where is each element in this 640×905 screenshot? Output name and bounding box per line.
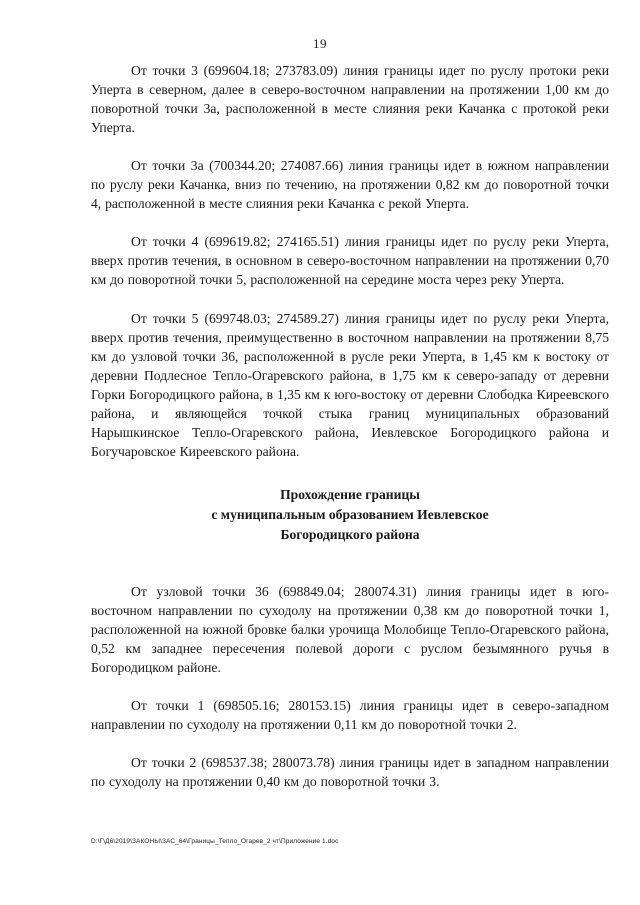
section-heading-line-3: Богородицкого района xyxy=(280,527,420,542)
paragraph-point-5: От точки 5 (699748.03; 274589.27) линия границы идет по руслу реки Уперта, вверх против течения, преимущественно в восточном направлении на протяжении 8,75 км до узловой точки 36, расположенной в русле реки Уперта, в 1,45 км к востоку от деревни Подлесное Тепло-Огаревского района, в 1,75 км к северо-западу от деревни Горки Богородицкого района, в 1,35 км к юго-востоку от деревни Слободка Киреевского района, и являющейся точкой стыка границ муниципальных образований Нарышкинское Тепло-Огаревского района, Иевлевское Богородицкого района и Богучаровское Киреевского района. xyxy=(91,311,609,459)
file-path-footer: D:\Г\Д6\2019\ЗАКОНЫ\ЗАС_64\Границы_Тепло_Огарев_2 чт\Приложение 1.doc xyxy=(91,838,339,845)
paragraph-point-4: От точки 4 (699619.82; 274165.51) линия границы идет по руслу реки Уперта, вверх против течения, в основном в северо-восточном направлении на протяжении 0,70 км до поворотной точки 5, расположенной на середине моста через реку Уперта. xyxy=(91,234,609,287)
paragraph-point-2: От точки 2 (698537.38; 280073.78) линия границы идет в западном направлении по суходолу на протяжении 0,40 км до поворотной точки 3. xyxy=(91,755,609,789)
page-number: 19 xyxy=(313,36,327,51)
document-body xyxy=(91,61,609,791)
paragraph-node-point-36: От узловой точки 36 (698849.04; 280074.31) линия границы идет в юго-восточном направлении по суходолу на протяжении 0,38 км до поворотной точки 1, расположенной на южной бровке балки урочища Молобище Тепло-Огаревского района, 0,52 км западнее пересечения полевой дороги с руслом безымянного ручья в Богородицком районе. xyxy=(91,584,609,675)
section-heading-line-2: с муниципальным образованием Иевлевское xyxy=(211,507,489,522)
section-heading-line-1: Прохождение границы xyxy=(280,487,420,502)
paragraph-point-3: От точки 3 (699604.18; 273783.09) линия границы идет по руслу протоки реки Уперта в северном, далее в северо-восточном направлении на протяжении 1,00 км до поворотной точки 3а, расположенной в месте слияния реки Качанка с протокой реки Уперта. xyxy=(91,63,609,135)
paragraph-point-1: От точки 1 (698505.16; 280153.15) линия границы идет в северо-западном направлении по суходолу на протяжении 0,11 км до поворотной точки 2. xyxy=(91,698,609,732)
paragraph-point-3a: От точки 3а (700344.20; 274087.66) линия границы идет в южном направлении по руслу реки Качанка, вниз по течению, на протяжении 0,82 км до поворотной точки 4, расположенной в месте слияния реки Качанка с рекой Уперта. xyxy=(91,158,609,211)
section-heading xyxy=(91,485,609,545)
